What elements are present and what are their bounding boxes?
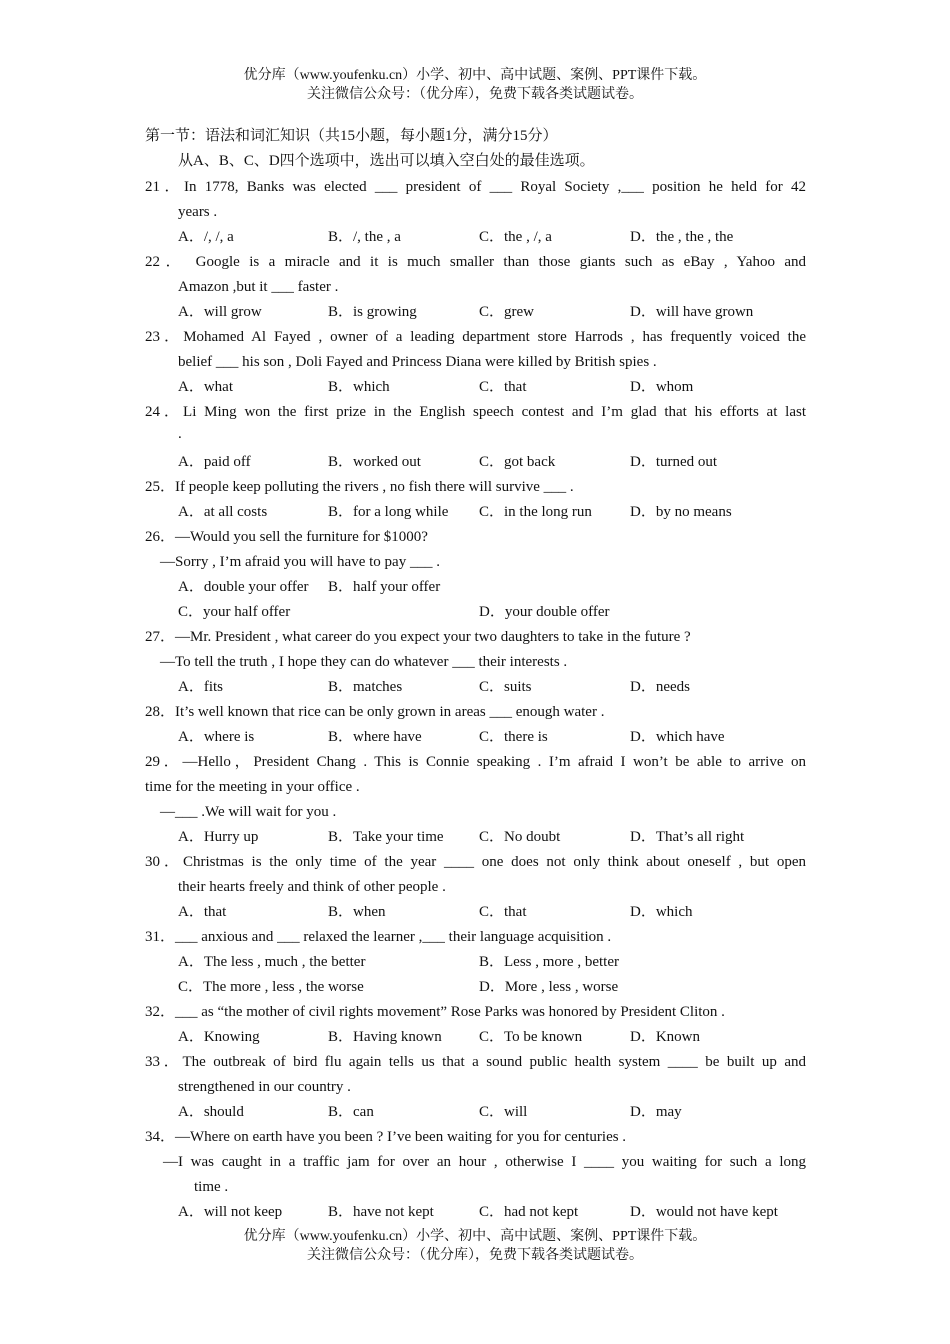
- question-21-stem: 21．In 1778, Banks was elected ___ president of ___ Royal Society ,___ position he held for 42: [145, 179, 806, 195]
- question-30-option-c[interactable]: C．that: [479, 904, 527, 920]
- question-25-option-c[interactable]: C．in the long run: [479, 504, 592, 520]
- question-21-option-d[interactable]: D．the , the , the: [630, 229, 734, 245]
- question-34-stem-end: time .: [194, 1179, 229, 1195]
- question-30-option-b[interactable]: B．when: [328, 904, 386, 920]
- section-title: 第一节：语法和词汇知识（共15小题，每小题1分，满分15分）: [145, 128, 558, 144]
- question-21-option-c[interactable]: C．the , /, a: [479, 229, 552, 245]
- question-34-stem: 34．—Where on earth have you been ? I’ve been waiting for you for centuries .: [145, 1129, 627, 1145]
- question-33-stem-cont: strengthened in our country .: [178, 1079, 351, 1095]
- question-26-option-c[interactable]: C．your half offer: [178, 604, 291, 620]
- question-24-option-c[interactable]: C．got back: [479, 454, 556, 470]
- question-33-option-d[interactable]: D．may: [630, 1104, 682, 1120]
- question-30-stem-cont: their hearts freely and think of other people .: [178, 879, 446, 895]
- question-22-stem-cont: Amazon ,but it ___ faster .: [178, 279, 339, 295]
- question-29-option-a[interactable]: A．Hurry up: [178, 829, 259, 845]
- question-24-option-d[interactable]: D．turned out: [630, 454, 718, 470]
- question-30-stem: 30．Christmas is the only time of the year ____ one does not only think about oneself , but open: [145, 854, 806, 870]
- question-27-option-b[interactable]: B．matches: [328, 679, 403, 695]
- question-26-stem-cont: —Sorry , I’m afraid you will have to pay ___ .: [160, 554, 440, 570]
- question-31-option-d[interactable]: D．More , less , worse: [479, 979, 619, 995]
- question-26-stem: 26．—Would you sell the furniture for $1000?: [145, 529, 428, 545]
- footer-line-2: 关注微信公众号：（优分库），免费下载各类试题试卷。: [307, 1248, 643, 1263]
- question-21-stem-cont: years .: [178, 204, 218, 220]
- question-28-stem: 28．It’s well known that rice can be only grown in areas ___ enough water .: [145, 704, 605, 720]
- question-26-option-d[interactable]: D．your double offer: [479, 604, 610, 620]
- question-30-option-a[interactable]: A．that: [178, 904, 227, 920]
- question-28-option-d[interactable]: D．which have: [630, 729, 725, 745]
- question-27-option-c[interactable]: C．suits: [479, 679, 532, 695]
- question-22-option-a[interactable]: A．will grow: [178, 304, 262, 320]
- question-22-stem: 22． Google is a miracle and it is much smaller than those giants such as eBay , Yahoo and: [145, 254, 806, 270]
- question-29-option-c[interactable]: C．No doubt: [479, 829, 561, 845]
- question-28-option-c[interactable]: C．there is: [479, 729, 548, 745]
- question-21-option-a[interactable]: A．/, /, a: [178, 229, 234, 245]
- footer-line-1: 优分库（www.youfenku.cn）小学、初中、高中试题、案例、PPT课件下载。: [243, 1229, 707, 1244]
- section-instruction: 从A、B、C、D四个选项中，选出可以填入空白处的最佳选项。: [178, 153, 595, 169]
- question-31-option-c[interactable]: C．The more , less , the worse: [178, 979, 364, 995]
- question-34-option-c[interactable]: C．had not kept: [479, 1204, 579, 1220]
- question-34-option-d[interactable]: D．would not have kept: [630, 1204, 778, 1220]
- question-24-stem: 24．Li Ming won the first prize in the English speech contest and I’m glad that his efforts at last: [145, 404, 806, 420]
- question-31-option-a[interactable]: A．The less , much , the better: [178, 954, 366, 970]
- question-26-option-a[interactable]: A．double your offer: [178, 579, 309, 595]
- question-22-option-d[interactable]: D．will have grown: [630, 304, 754, 320]
- question-29-stem: 29．—Hello，President Chang . This is Connie speaking . I’m afraid I won’t be able to arrive on: [145, 754, 806, 770]
- question-29-option-b[interactable]: B．Take your time: [328, 829, 444, 845]
- question-22-option-b[interactable]: B．is growing: [328, 304, 417, 320]
- question-25-option-d[interactable]: D．by no means: [630, 504, 732, 520]
- question-33-stem: 33．The outbreak of bird flu again tells us that a sound public health system ____ be built up and: [145, 1054, 806, 1070]
- question-24-stem-cont: .: [178, 426, 182, 442]
- question-27-stem: 27．—Mr. President , what career do you expect your two daughters to take in the future ?: [145, 629, 691, 645]
- question-25-stem: 25．If people keep polluting the rivers , no fish there will survive ___ .: [145, 479, 574, 495]
- question-34-option-b[interactable]: B．have not kept: [328, 1204, 434, 1220]
- question-32-option-c[interactable]: C．To be known: [479, 1029, 583, 1045]
- question-29-stem-cont: time for the meeting in your office .: [145, 779, 360, 795]
- question-28-option-a[interactable]: A．where is: [178, 729, 255, 745]
- question-27-option-d[interactable]: D．needs: [630, 679, 690, 695]
- question-27-option-a[interactable]: A．fits: [178, 679, 224, 695]
- question-29-stem-reply: —___ .We will wait for you .: [160, 804, 337, 820]
- question-23-option-d[interactable]: D．whom: [630, 379, 694, 395]
- question-31-stem: 31．___ anxious and ___ relaxed the learner ,___ their language acquisition .: [145, 929, 612, 945]
- question-27-stem-cont: —To tell the truth , I hope they can do whatever ___ their interests .: [160, 654, 568, 670]
- question-34-stem-cont: —I was caught in a traffic jam for over an hour , otherwise I ____ you waiting for such a long: [163, 1154, 806, 1170]
- question-23-option-b[interactable]: B．which: [328, 379, 390, 395]
- question-32-stem: 32．___ as “the mother of civil rights movement” Rose Parks was honored by President Cliton .: [145, 1004, 725, 1020]
- question-23-stem-cont: belief ___ his son , Doli Fayed and Princess Diana were killed by British spies .: [178, 354, 657, 370]
- question-29-option-d[interactable]: D．That’s all right: [630, 829, 745, 845]
- question-21-option-b[interactable]: B．/, the , a: [328, 229, 401, 245]
- header-line-2: 关注微信公众号：（优分库），免费下载各类试题试卷。: [307, 87, 643, 102]
- question-25-option-b[interactable]: B．for a long while: [328, 504, 449, 520]
- question-33-option-c[interactable]: C．will: [479, 1104, 528, 1120]
- question-32-option-d[interactable]: D．Known: [630, 1029, 700, 1045]
- question-33-option-b[interactable]: B．can: [328, 1104, 374, 1120]
- question-24-option-b[interactable]: B．worked out: [328, 454, 421, 470]
- question-31-option-b[interactable]: B．Less , more , better: [479, 954, 619, 970]
- question-28-option-b[interactable]: B．where have: [328, 729, 422, 745]
- question-23-stem: 23．Mohamed Al Fayed , owner of a leading department store Harrods , has frequently voiced the: [145, 329, 806, 345]
- question-22-option-c[interactable]: C．grew: [479, 304, 534, 320]
- question-24-option-a[interactable]: A．paid off: [178, 454, 251, 470]
- question-34-option-a[interactable]: A．will not keep: [178, 1204, 283, 1220]
- question-32-option-a[interactable]: A．Knowing: [178, 1029, 260, 1045]
- question-25-option-a[interactable]: A．at all costs: [178, 504, 268, 520]
- question-32-option-b[interactable]: B．Having known: [328, 1029, 442, 1045]
- header-line-1: 优分库（www.youfenku.cn）小学、初中、高中试题、案例、PPT课件下载。: [243, 68, 707, 83]
- question-26-option-b[interactable]: B．half your offer: [328, 579, 441, 595]
- question-23-option-c[interactable]: C．that: [479, 379, 527, 395]
- question-33-option-a[interactable]: A．should: [178, 1104, 244, 1120]
- question-30-option-d[interactable]: D．which: [630, 904, 693, 920]
- question-23-option-a[interactable]: A．what: [178, 379, 233, 395]
